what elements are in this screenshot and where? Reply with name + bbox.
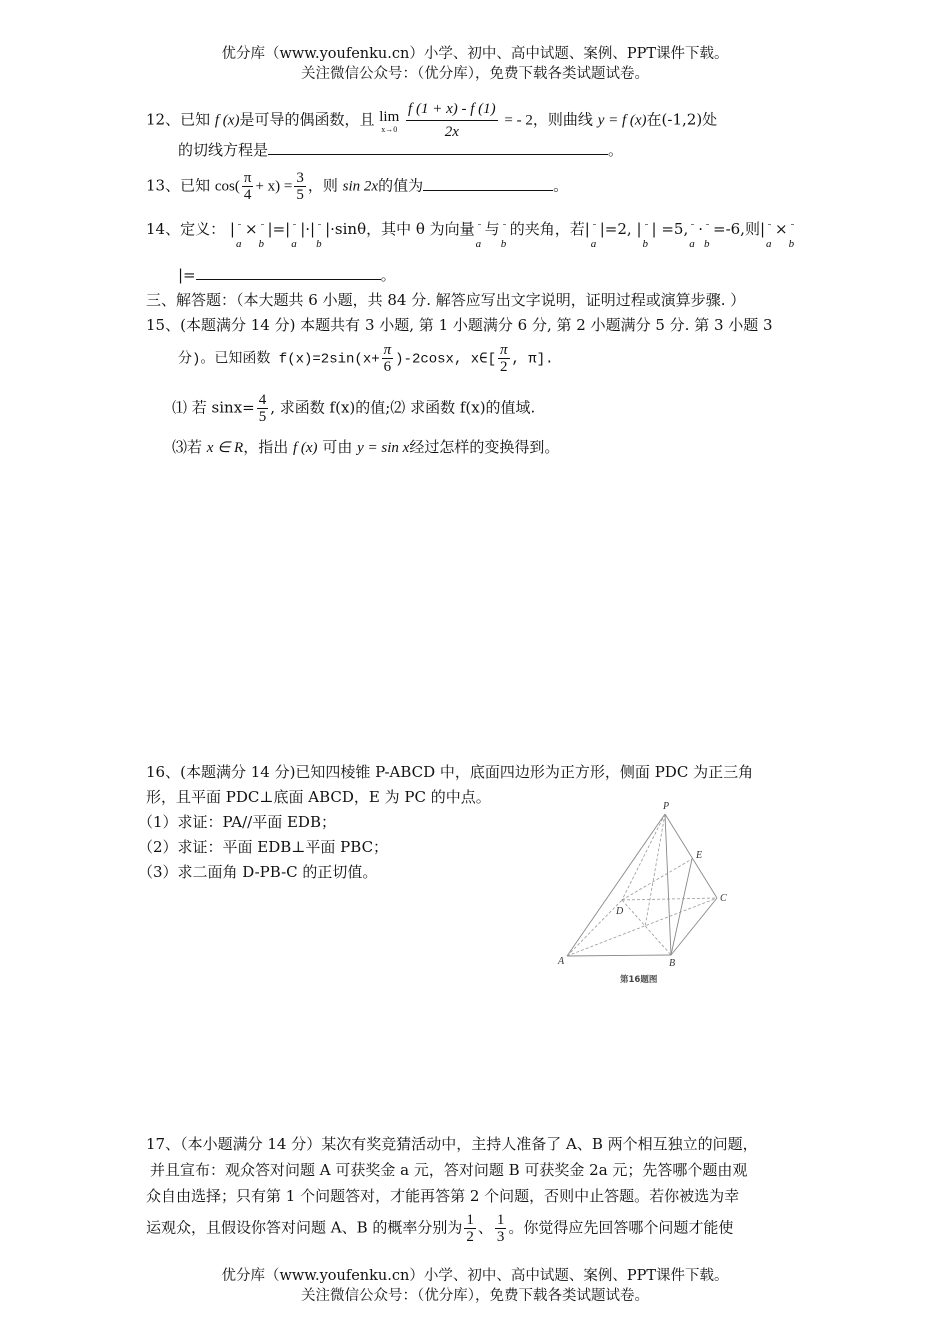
edge-AB [567, 955, 671, 956]
vector-b: b [642, 219, 652, 241]
q15-pi6-den: 6 [382, 358, 394, 375]
q14-line2: |= [178, 266, 196, 284]
q13-three: 3 [296, 170, 304, 186]
vector-b: b [703, 219, 713, 241]
q17-l4a: 运观众，且假设你答对问题 A、B 的概率分别为 [146, 1218, 463, 1237]
q12-mid2: ，则曲线 [532, 110, 593, 129]
q14-p9: | =5, [651, 220, 689, 238]
q12-numerator: f (1 + x) - f (1) [408, 101, 496, 117]
question-13 [146, 170, 568, 203]
vector-a: a [590, 219, 600, 241]
q12-fraction [406, 98, 498, 143]
q14-p5: |·sinθ，其中 θ 为向量 [325, 220, 475, 238]
vector-b: b [258, 219, 268, 241]
vector-a: a [235, 219, 245, 241]
q14-prefix: 14、定义： [146, 220, 226, 238]
edge-PC [665, 814, 717, 898]
q12-tail: 在(-1,2)处 [646, 110, 718, 129]
question-16-line-2: 形，且平面 PDC⊥底面 ABCD，E 为 PC 的中点。 [146, 788, 491, 806]
q15-l2b: )-2cosx, x∈[ [395, 351, 496, 368]
q13-five: 5 [296, 187, 304, 203]
question-16-part-1: （1）求证：PA//平面 EDB； [138, 813, 336, 831]
q12-limit [379, 108, 399, 134]
q17-h-den: 2 [466, 1229, 474, 1245]
q12-mid: 是可导的偶函数，且 [239, 110, 375, 129]
q12-answer-blank[interactable] [268, 140, 608, 155]
vector-a: a [765, 219, 775, 241]
vector-b: b [788, 219, 798, 241]
vector-a: a [290, 219, 300, 241]
edge-PA [567, 814, 665, 956]
question-16-line-1: 16、(本题满分 14 分)已知四棱锥 P-ABCD 中，底面四边形为正方形，侧面 PDC 为正三角 [146, 763, 754, 781]
q12-line2: 的切线方程是 [178, 141, 269, 159]
q14-p3: |=| [267, 220, 291, 238]
q14-p7: 的夹角，若| [509, 220, 590, 238]
q15-four-fifths [257, 392, 269, 425]
q14-p12: × [775, 220, 788, 238]
edge-AD [567, 900, 622, 956]
question-17-line-3: 众自由选择；只有第 1 个问题答对，才能再答第 2 个问题，否则中止答题。若你被选为幸 [146, 1187, 740, 1205]
q15-pi2-num: π [499, 342, 508, 358]
q13-sin2x: sin 2x [342, 178, 379, 195]
q13-pi-over-4 [242, 170, 254, 203]
edge-DC [622, 898, 717, 900]
pyramid-figure [550, 796, 740, 991]
footer-line-2: 关注微信公众号：（优分库），免费下载各类试题试卷。 [301, 1288, 649, 1304]
label-P: P [663, 801, 670, 812]
q15-l4b: ，指出 [243, 438, 289, 456]
q14-end: 。 [380, 266, 396, 284]
label-A: A [558, 956, 565, 967]
q13-three-fifths [294, 170, 306, 203]
header-line-2: 关注微信公众号：（优分库），免费下载各类试题试卷。 [301, 66, 649, 82]
q12-lim: lim [379, 108, 400, 125]
edge-PB [665, 814, 671, 955]
q17-t-num: 1 [496, 1212, 505, 1228]
q12-fx: f (x) [214, 112, 240, 129]
q15-l3a: ⑴ 若 sinx= [172, 398, 255, 417]
edge-PO [645, 814, 665, 927]
q15-f45-den: 5 [258, 409, 267, 425]
q13-plusx: + x) = [255, 178, 293, 195]
q14-p11: =-6,则| [713, 220, 766, 238]
q15-l2c: , π]. [511, 351, 554, 368]
q14-p1: | [229, 220, 235, 238]
q14-p4: |·| [300, 220, 316, 238]
q13-prefix: 13、已知 [146, 176, 211, 195]
edge-AC [567, 898, 717, 956]
vector-b: b [500, 219, 510, 241]
section-3-heading: 三、解答题：（本大题共 6 小题，共 84 分. 解答应写出文字说明，证明过程或演算步骤. ） [146, 291, 746, 309]
q17-sep: 、 [477, 1218, 493, 1237]
figure-caption: 第16题图 [620, 975, 658, 985]
q15-ysinx: y = sin x [357, 440, 410, 456]
edge-DE [622, 859, 692, 900]
q15-l2a: 分)。已知函数 f(x)=2sin(x+ [178, 351, 380, 368]
question-17-line-4 [146, 1212, 733, 1245]
question-15-line-4 [172, 436, 559, 459]
vector-a: a [688, 219, 698, 241]
q17-third [495, 1212, 507, 1245]
q14-p6: 与 [484, 220, 500, 238]
edge-BE [671, 859, 692, 955]
q14-p2: × [244, 220, 258, 238]
question-16-part-3: （3）求二面角 D-PB-C 的正切值。 [138, 863, 378, 881]
q12-prefix: 12、已知 [146, 110, 211, 129]
q17-l4b: 。你觉得应先回答哪个问题才能使 [508, 1218, 734, 1237]
q15-l3b: , 求函数 f(x)的值;⑵ 求函数 f(x)的值域. [270, 398, 536, 417]
q12-end: 。 [608, 141, 624, 159]
label-E: E [696, 850, 703, 861]
q17-t-den: 3 [496, 1229, 505, 1245]
vector-a: a [475, 219, 485, 241]
q15-pi6-num: π [383, 342, 392, 358]
q15-pi2-den: 2 [498, 358, 510, 375]
question-14-line-1 [146, 218, 798, 250]
q12-denominator: 2x [406, 120, 498, 143]
q15-l4a: ⑶若 [172, 438, 203, 456]
q14-p8: |=2, | [599, 220, 642, 238]
q12-curve: y = f (x) [597, 112, 647, 129]
question-15-line-3 [172, 392, 535, 425]
q13-four: 4 [242, 186, 254, 203]
q13-cos: cos( [214, 178, 240, 195]
q15-pi-over-2 [498, 342, 510, 375]
q15-xinR: x ∈ R [206, 440, 244, 456]
label-B: B [669, 958, 676, 969]
q13-end: 。 [553, 176, 569, 195]
q13-pi: π [243, 170, 252, 186]
q17-half [464, 1212, 476, 1245]
q14-answer-blank[interactable] [196, 265, 381, 280]
question-15-line-2 [178, 342, 554, 375]
question-17-line-1: 17、（本小题满分 14 分）某次有奖竞猜活动中，主持人准备了 A、B 两个相互独立的问题， [146, 1135, 758, 1153]
q15-l4c: 可由 [322, 438, 353, 456]
question-12-line-2 [178, 139, 623, 161]
edge-DB [622, 900, 671, 955]
header-line-1: 优分库（www.youfenku.cn）小学、初中、高中试题、案例、PPT课件下载。 [221, 46, 729, 62]
q13-answer-blank[interactable] [423, 176, 553, 191]
question-12-line-1 [146, 98, 717, 143]
q15-fx: f (x) [292, 440, 318, 456]
vector-b: b [315, 219, 325, 241]
label-D: D [616, 906, 624, 917]
q15-f45-num: 4 [258, 392, 267, 408]
q12-lim-sub: x→0 [381, 124, 398, 134]
question-14-line-2 [178, 264, 396, 286]
q15-l4d: 经过怎样的变换得到。 [409, 438, 560, 456]
question-15-line-1: 15、(本题满分 14 分) 本题共有 3 小题, 第 1 小题满分 6 分, 第 2 小题满分 5 分. 第 3 小题 3 [146, 316, 773, 334]
footer-line-1: 优分库（www.youfenku.cn）小学、初中、高中试题、案例、PPT课件下载。 [221, 1268, 729, 1284]
label-C: C [720, 893, 727, 904]
q14-p10: · [698, 220, 703, 238]
q15-pi-over-6 [382, 342, 394, 375]
q17-h-num: 1 [466, 1212, 474, 1228]
question-16-part-2: （2）求证：平面 EDB⊥平面 PBC； [138, 838, 389, 856]
q12-eq: = - 2 [504, 112, 533, 129]
question-17-line-2: 并且宣布：观众答对问题 A 可获奖金 a 元，答对问题 B 可获奖金 2a 元；先答哪个题由观 [150, 1161, 748, 1179]
q13-mid: ，则 [307, 176, 338, 195]
q13-tail: 的值为 [378, 176, 424, 195]
